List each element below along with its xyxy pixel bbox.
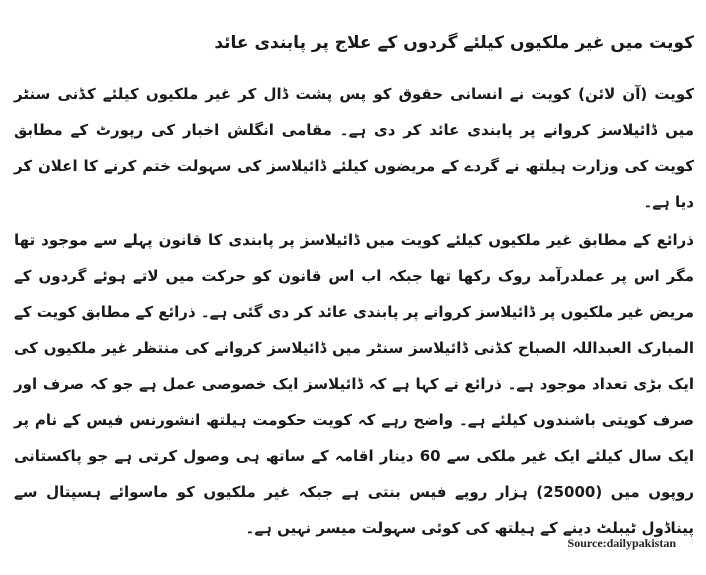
news-article [14,0,694,575]
article-paragraph-1: کویت (آن لائن) کویت نے انسانی حقوق کو پس پشت ڈال کر غیر ملکیوں کیلئے کڈنی سنٹر میں ڈائیلاسز کروانے پر پابندی عائد کر دی ہے۔ مقامی انگلش اخبار کی رپورٹ کے مطابق کویت کی وزارت ہیلتھ نے گردے کے مریضوں کیلئے ڈائیلاسز کی سہولت ختم کرنے کا اعلان کر دیا ہے۔ [14,85,694,211]
article-source: Source:dailypakistan [567,536,676,550]
article-paragraph-2: ذرائع کے مطابق غیر ملکیوں کیلئے کویت میں ڈائیلاسز پر پابندی کا قانون پہلے سے موجود تھا مگر اس پر عملدرآمد روک رکھا تھا جبکہ اب اس قانون کو حرکت میں لاتے ہوئے گردوں کے مریض غیر ملکیوں پر ڈائیلاسز کروانے پر پابندی عائد کر دی گئی ہے۔ ذرائع کے مطابق کویت کے المبارک العبداللہ الصباح کڈنی ڈائیلاسز سنٹر میں ڈائیلاسز کروانے کی منتظر غیر ملکیوں کی ایک بڑی تعداد موجود ہے۔ ذرائع نے کہا ہے کہ ڈائیلاسز ایک خصوصی عمل ہے جو کہ صرف اور صرف کویتی باشندوں کیلئے ہے۔ واضح رہے کہ کویت حکومت ہیلتھ انشورنس فیس کے نام پر ایک سال کیلئے ایک غیر ملکی سے 60 دینار اقامہ کے ساتھ ہی وصول کرتی ہے جو پاکستانی روپوں میں (25000) ہزار روپے فیس بنتی ہے جبکہ غیر ملکیوں کو ماسوائے ہسپتال سے پیناڈول ٹیبلٹ دینے کے ہیلتھ کی کوئی سہولت میسر نہیں ہے۔ [14,231,695,537]
article-headline: کویت میں غیر ملکیوں کیلئے گردوں کے علاج پر پابندی عائد [214,33,694,53]
